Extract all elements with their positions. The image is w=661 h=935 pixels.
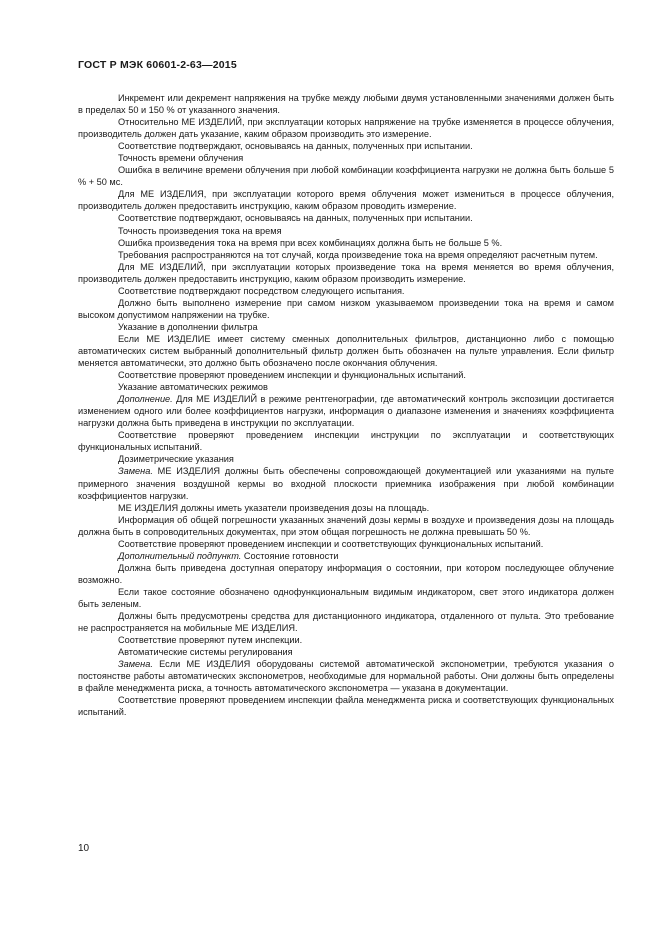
paragraph-text: МЕ ИЗДЕЛИЯ должны быть обеспечены сопровождающей документацией или указаниями на пульте примерного значения воздушной кермы во входной плоскости приемника изображения при любой комбинации коэффициентов нагрузки. [78,466,614,501]
paragraph: Ошибка в величине времени облучения при любой комбинации коэффициента нагрузки не должна быть больше 5 % + 50 мс. [78,165,614,188]
section-heading: Указание автоматических режимов [118,382,268,393]
paragraph: Соответствие проверяют проведением инспекции файла менеджмента риска и соответствующих функциональных испытаний. [78,695,614,718]
paragraph: Соответствие подтверждают, основываясь на данных, полученных при испытании. [118,213,473,224]
paragraph: Относительно МЕ ИЗДЕЛИЙ, при эксплуатации которых напряжение на трубке изменяется в процессе облучения, производитель должен дать указание, каким образом производить это измерение. [78,117,614,140]
paragraph: Если МЕ ИЗДЕЛИЕ имеет систему сменных дополнительных фильтров, дистанционно либо с помощью автоматических систем выбранный дополнительный фильтр должен быть обозначен на пульте управления. Если фильтр меняется автоматически, это должно быть обозначено после окончания облучения. [78,333,614,369]
paragraph: Соответствие проверяют проведением инспекции и соответствующих функциональных испытаний. [118,538,544,549]
paragraph: Должно быть выполнено измерение при самом низком указываемом произведении тока на время и самом высоком допустимом напряжении на трубке. [78,297,614,320]
section-heading [78,550,614,562]
paragraph-text: Состояние готовности [241,550,339,561]
paragraph: Соответствие проверяют путем инспекции. [118,635,303,646]
paragraph-text: Если МЕ ИЗДЕЛИЯ оборудованы системой автоматической экспонометрии, требуются указания о постоянстве работы автоматических экспонометров, необходимые для нормальной работы. Они должны быть определены в файле менеджмента риска, а точность автоматического экспонометра — указана в документации. [78,659,614,694]
paragraph: Инкремент или декремент напряжения на трубке между любыми двумя установленными значениями должен быть в пределах 50 и 150 % от указанного значения. [78,93,614,116]
paragraph: Соответствие проверяют проведением инспекции инструкции по эксплуатации и соответствующих функциональных испытаний. [78,430,614,453]
paragraph: Информация об общей погрешности указанных значений дозы кермы в воздухе и произведения дозы на площадь должна быть в сопроводительных документах, при этом общая погрешность не должна превышать 50 %. [78,514,614,537]
section-heading: Дозиметрические указания [118,454,234,465]
document-body [78,92,614,718]
paragraph: Должны быть предусмотрены средства для дистанционного индикатора, отдаленного от пульта. Это требование не распространяется на мобильные МЕ ИЗДЕЛИЯ. [78,611,614,634]
section-heading: Точность времени облучения [118,153,244,164]
section-heading: Указание в дополнении фильтра [118,321,258,332]
paragraph: МЕ ИЗДЕЛИЯ должны иметь указатели произведения дозы на площадь. [118,502,430,513]
paragraph: Соответствие подтверждают посредством следующего испытания. [118,285,405,296]
paragraph: Должна быть приведена доступная оператору информация о состоянии, при котором последующее облучение возможно. [78,562,614,585]
paragraph: Для МЕ ИЗДЕЛИЙ, при эксплуатации которых произведение тока на время меняется во время облучения, производитель должен предоставить инструкцию, каким образом производить измерение. [78,261,614,284]
paragraph-lead: Замена. [118,466,153,477]
paragraph [78,393,614,429]
paragraph: Соответствие подтверждают, основываясь на данных, полученных при испытании. [118,141,473,152]
paragraph: Для МЕ ИЗДЕЛИЯ, при эксплуатации которого время облучения может измениться в процессе облучения, производитель должен предоставить инструкцию, каким образом проводить измерение. [78,189,614,212]
paragraph-lead: Дополнительный подпункт. [118,550,242,561]
section-heading: Точность произведения тока на время [118,225,282,236]
paragraph-text: Для МЕ ИЗДЕЛИЙ в режиме рентгенографии, где автоматический контроль экспозиции достигается изменением одного или более коэффициентов нагрузки, информация о диапазоне изменения и значениях коэффициента нагрузки должна быть приведена в инструкции по эксплуатации. [78,394,614,429]
paragraph-lead: Дополнение. [118,394,173,405]
paragraph: Если такое состояние обозначено однофункциональным видимым индикатором, свет этого индикатора должен быть зеленым. [78,586,614,609]
paragraph: Ошибка произведения тока на время при всех комбинациях должна быть не больше 5 %. [118,237,503,248]
page-number: 10 [78,843,90,854]
paragraph: Соответствие проверяют проведением инспекции и функциональных испытаний. [118,370,466,381]
section-heading: Автоматические системы регулирования [118,647,293,658]
paragraph [78,465,614,501]
document-header: ГОСТ Р МЭК 60601-2-63—2015 [78,59,237,71]
paragraph-lead: Замена. [118,659,153,670]
paragraph [78,658,614,694]
paragraph: Требования распространяются на тот случай, когда произведение тока на время определяют расчетным путем. [118,249,598,260]
